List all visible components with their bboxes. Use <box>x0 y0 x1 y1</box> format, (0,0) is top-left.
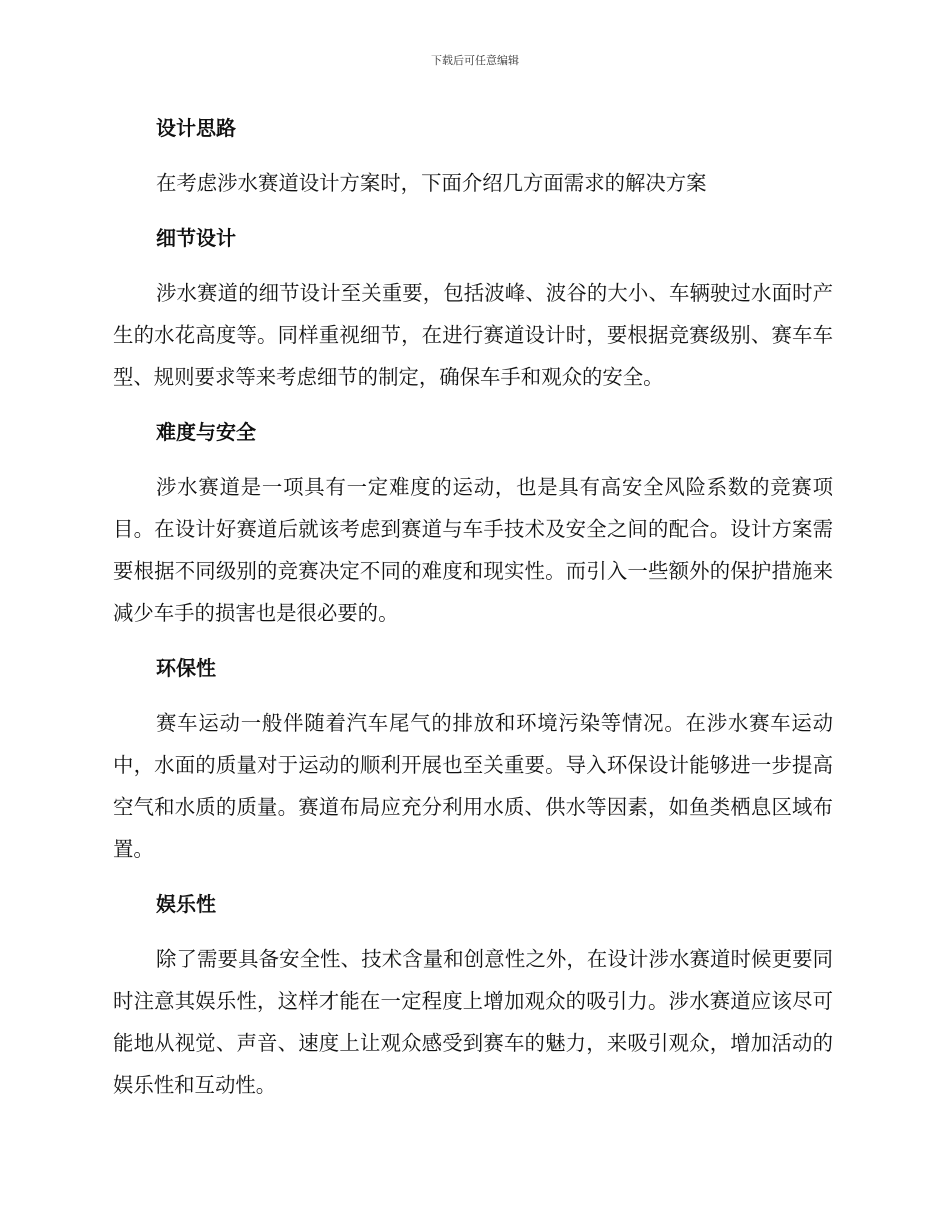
section-heading-environmental: 环保性 <box>156 656 216 680</box>
paragraph-detail-design: 涉水赛道的细节设计至关重要，包括波峰、波谷的大小、车辆驶过水面时产生的水花高度等。同样重视细节，在进行赛道设计时，要根据竞赛级别、赛车车型、规则要求等来考虑细节的制定，确保车手和观众的安全。 <box>113 281 833 389</box>
paragraph-environmental: 赛车运动一般伴随着汽车尾气的排放和环境污染等情况。在涉水赛车运动中，水面的质量对于运动的顺利开展也至关重要。导入环保设计能够进一步提高空气和水质的质量。赛道布局应充分利用水质、供水等因素，如鱼类栖息区域布置。 <box>113 711 833 861</box>
paragraph-difficulty-safety: 涉水赛道是一项具有一定难度的运动，也是具有高安全风险系数的竞赛项目。在设计好赛道后就该考虑到赛道与车手技术及安全之间的配合。设计方案需要根据不同级别的竞赛决定不同的难度和现实性。而引入一些额外的保护措施来减少车手的损害也是很必要的。 <box>113 475 833 625</box>
section-heading-entertainment: 娱乐性 <box>156 892 216 916</box>
paragraph-entertainment: 除了需要具备安全性、技术含量和创意性之外，在设计涉水赛道时候更要同时注意其娱乐性，这样才能在一定程度上增加观众的吸引力。涉水赛道应该尽可能地从视觉、声音、速度上让观众感受到赛车的魅力，来吸引观众，增加活动的娱乐性和互动性。 <box>113 947 833 1097</box>
page-header: 下载后可任意编辑 <box>431 54 519 67</box>
section-heading-difficulty-safety: 难度与安全 <box>156 420 256 444</box>
section-heading-detail-design: 细节设计 <box>156 226 236 250</box>
document-body <box>113 108 833 1106</box>
paragraph-design-idea: 在考虑涉水赛道设计方案时，下面介绍几方面需求的解决方案 <box>156 171 707 195</box>
section-heading-design-idea: 设计思路 <box>156 116 236 140</box>
